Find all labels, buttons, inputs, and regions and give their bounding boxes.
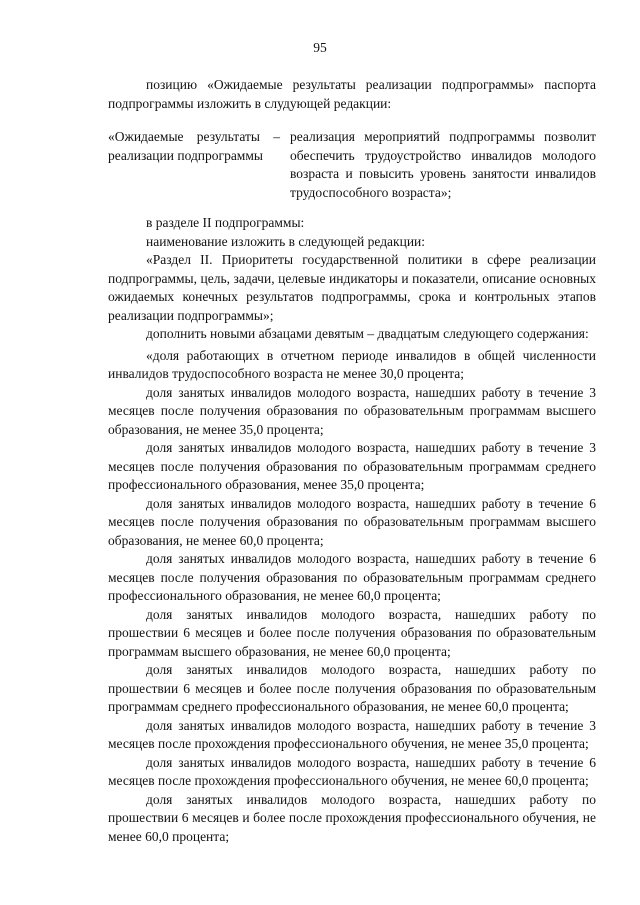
paragraph-indicator: доля занятых инвалидов молодого возраста, нашедших работу в течение 3 месяцев после прохождения профессионального обучения, не менее 35,0 процента; <box>108 717 596 751</box>
paragraph-section-title: «Раздел II. Приоритеты государственной политики в сфере реализации подпрограммы, цель, задачи, целевые индикаторы и показатели, описание основных ожидаемых конечных результатов подпрограммы, срока и контрольных этапов реализации подпрограммы»; <box>108 252 596 323</box>
paragraph-indicator: доля занятых инвалидов молодого возраста, нашедших работу в течение 3 месяцев после получения образования по образовательным программам высшего образования, не менее 35,0 процента; <box>108 384 596 437</box>
passport-left-cell: «Ожидаемые результаты – реализации подпрограммы <box>108 129 280 163</box>
intro-paragraph: позицию «Ожидаемые результаты реализации подпрограммы» паспорта подпрограммы изложить в слудующей редакции: <box>108 77 596 111</box>
main-text-block <box>108 214 596 846</box>
paragraph-indicator: доля занятых инвалидов молодого возраста, нашедших работу по прошествии 6 месяцев и более после получения образования по образовательным программам среднего профессионального образования, не менее 60,0 процента; <box>108 662 596 714</box>
passport-right-cell: реализация мероприятий подпрограммы позволит обеспечить трудоустройство инвалидов молодого возраста и повысить уровень занятости инвалидов трудоспособного возраста»; <box>290 129 596 200</box>
paragraph-indicator: «доля работающих в отчетном периоде инвалидов в общей численности инвалидов трудоспособного возраста не менее 30,0 процента; <box>108 347 596 381</box>
paragraph-add-instruction: дополнить новыми абзацами девятым – двадцатым следующего содержания: <box>146 326 589 341</box>
paragraph-indicator: доля занятых инвалидов молодого возраста, нашедших работу в течение 6 месяцев после прохождения профессионального обучения, не менее 60,0 процента; <box>108 754 596 788</box>
paragraph-indicator: доля занятых инвалидов молодого возраста, нашедших работу в течение 3 месяцев после получения образования по образовательным программам среднего профессионального образования, менее 35,0 процента; <box>108 440 596 492</box>
paragraph-indicator: доля занятых инвалидов молодого возраста, нашедших работу в течение 6 месяцев после получения образования по образовательным программам высшего образования, не менее 60,0 процента; <box>108 495 596 548</box>
paragraph-indicator: доля занятых инвалидов молодого возраста, нашедших работу в течение 6 месяцев после получения образования по образовательным программам среднего профессионального образования, не менее 60,0 процента; <box>108 551 596 603</box>
page-number: 95 <box>313 40 327 55</box>
paragraph-indicator: доля занятых инвалидов молодого возраста, нашедших работу по прошествии 6 месяцев и более после прохождения профессионального обучения, не менее 60,0 процента; <box>108 791 596 844</box>
intro-block <box>108 76 596 113</box>
paragraph-title-change: наименование изложить в следующей редакции: <box>146 233 426 249</box>
paragraph-section-ref: в разделе II подпрограммы: <box>146 215 305 230</box>
paragraph-indicator: доля занятых инвалидов молодого возраста, нашедших работу по прошествии 6 месяцев и более после получения образования по образовательным программам высшего образования, не менее 60,0 процента; <box>108 606 596 659</box>
